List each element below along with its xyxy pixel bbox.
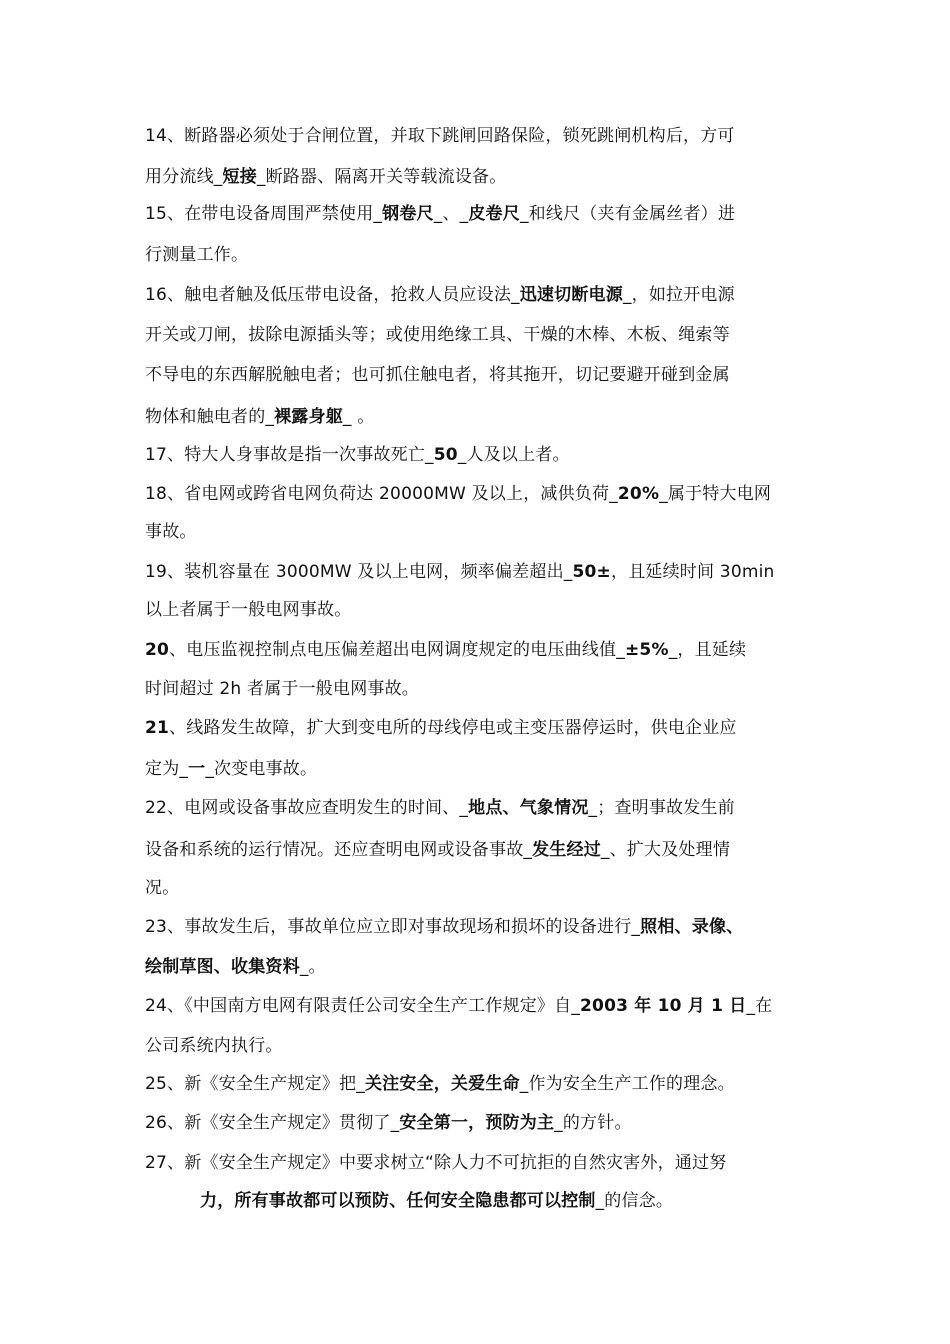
text-line — [145, 1072, 810, 1096]
body-text: 时间超过 2h 者属于一般电网事故。 — [145, 679, 419, 699]
body-text: ，且延续时间 30min — [611, 562, 775, 582]
body-text: 、线路发生故障，扩大到变电所的母线停电或主变压器停运时，供电企业应 — [169, 718, 737, 738]
text-line — [145, 796, 810, 820]
body-text: 设备和系统的运行情况。还应查明电网或设备事故_ — [145, 840, 533, 860]
answer-text: 发生经过 — [532, 840, 601, 860]
text-line — [145, 1151, 810, 1175]
answer-text: 力，所有事故都可以预防、任何安全隐患都可以控制 — [200, 1191, 596, 1211]
body-text: _，且延续 — [668, 640, 747, 660]
body-text: _、扩大及处理情 — [600, 840, 731, 860]
text-line — [145, 598, 810, 622]
body-text: 、电压监视控制点电压偏差超出电网调度规定的电压曲线值_ — [169, 640, 625, 660]
body-text: 定为_ — [145, 759, 189, 779]
text-line — [200, 1189, 865, 1213]
text-line — [145, 955, 810, 979]
text-line — [145, 994, 810, 1018]
text-line — [145, 838, 810, 862]
answer-text: 钢卷尺 — [382, 204, 434, 224]
text-line — [145, 1034, 810, 1058]
body-text: 27、新《安全生产规定》中要求树立“除人力不可抗拒的自然灾害外，通过努 — [145, 1153, 727, 1173]
answer-text: 绘制草图、收集资料 — [145, 957, 300, 977]
text-line — [145, 757, 810, 781]
text-line — [145, 915, 810, 939]
text-line — [145, 243, 810, 267]
body-text: _；查明事故发生前 — [588, 798, 735, 818]
text-line — [145, 363, 810, 387]
answer-text: 20% — [617, 484, 660, 504]
body-text: 以上者属于一般电网事故。 — [145, 600, 352, 620]
answer-text: 50± — [572, 562, 611, 582]
body-text: 14、断路器必须处于合闸位置，并取下跳闸回路保险，锁死跳闸机构后，方可 — [145, 126, 735, 146]
answer-text: 50 — [433, 445, 458, 465]
body-text: 22、电网或设备事故应查明发生的时间、_ — [145, 798, 469, 818]
answer-text: 迅速切断电源 — [519, 285, 623, 305]
text-line — [145, 638, 810, 662]
body-text: 26、新《安全生产规定》贯彻了_ — [145, 1113, 400, 1133]
body-text: _在 — [746, 996, 773, 1016]
text-line — [145, 560, 810, 584]
text-line — [145, 124, 810, 148]
body-text: 不导电的东西解脱触电者；也可抓住触电者，将其拖开，切记要避开碰到金属 — [145, 365, 730, 385]
body-text: 况。 — [145, 878, 180, 898]
answer-text: 安全第一，预防为主 — [399, 1113, 555, 1133]
text-line — [145, 202, 810, 226]
body-text: 18、省电网或跨省电网负荷达 20000MW 及以上，减供负荷_ — [145, 484, 618, 504]
text-line — [145, 283, 810, 307]
body-text: 公司系统内执行。 — [145, 1036, 283, 1056]
body-text: _和线尺（夹有金属丝者）进 — [519, 204, 736, 224]
answer-text: 20 — [145, 640, 170, 660]
text-line — [145, 1111, 810, 1135]
answer-text: 地点、气象情况 — [468, 798, 589, 818]
body-text: 物体和触电者的_ — [145, 407, 275, 427]
body-text: 开关或刀闸，拔除电源插头等；或使用绝缘工具、干燥的木棒、木板、绳索等 — [145, 325, 730, 345]
answer-text: ±5% — [624, 640, 669, 660]
answer-text: 一 — [188, 759, 206, 779]
answer-text: 短接 — [222, 167, 257, 187]
body-text: _的方针。 — [554, 1113, 632, 1133]
text-line — [145, 876, 810, 900]
answer-text: 21 — [145, 718, 170, 738]
answer-text: 照相、录像、 — [640, 917, 744, 937]
body-text: 事故。 — [145, 522, 197, 542]
answer-text: 关注安全，关爱生命 — [364, 1074, 520, 1094]
answer-text: 2003 年 10 月 1 日 — [580, 996, 747, 1016]
body-text: 23、事故发生后，事故单位应立即对事故现场和损坏的设备进行_ — [145, 917, 641, 937]
body-text: 25、新《安全生产规定》把_ — [145, 1074, 365, 1094]
body-text: _作为安全生产工作的理念。 — [519, 1074, 735, 1094]
body-text: 19、装机容量在 3000MW 及以上电网，频率偏差超出_ — [145, 562, 573, 582]
body-text: _断路器、隔离开关等载流设备。 — [256, 167, 507, 187]
body-text: _。 — [299, 957, 326, 977]
text-line — [145, 165, 810, 189]
body-text: 行测量工作。 — [145, 245, 249, 265]
body-text: _次变电事故。 — [205, 759, 318, 779]
text-line — [145, 716, 810, 740]
body-text: 16、触电者触及低压带电设备，抢救人员应设法_ — [145, 285, 520, 305]
body-text: _，如拉开电源 — [622, 285, 735, 305]
body-text: _的信念。 — [595, 1191, 674, 1211]
body-text: 24、《中国南方电网有限责任公司安全生产工作规定》自_ — [145, 996, 581, 1016]
answer-text: 皮卷尺 — [468, 204, 520, 224]
body-text: _属于特大电网 — [659, 484, 772, 504]
text-line — [145, 677, 810, 701]
body-text: _人及以上者。 — [457, 445, 570, 465]
text-line — [145, 323, 810, 347]
text-line — [145, 520, 810, 544]
text-line — [145, 482, 810, 506]
text-line — [145, 443, 810, 467]
body-text: _ 。 — [342, 407, 375, 427]
answer-text: 裸露身躯 — [274, 407, 343, 427]
body-text: 17、特大人身事故是指一次事故死亡_ — [145, 445, 434, 465]
body-text: _、_ — [433, 204, 469, 224]
body-text: 用分流线_ — [145, 167, 223, 187]
text-line — [145, 405, 810, 429]
body-text: 15、在带电设备周围严禁使用_ — [145, 204, 383, 224]
